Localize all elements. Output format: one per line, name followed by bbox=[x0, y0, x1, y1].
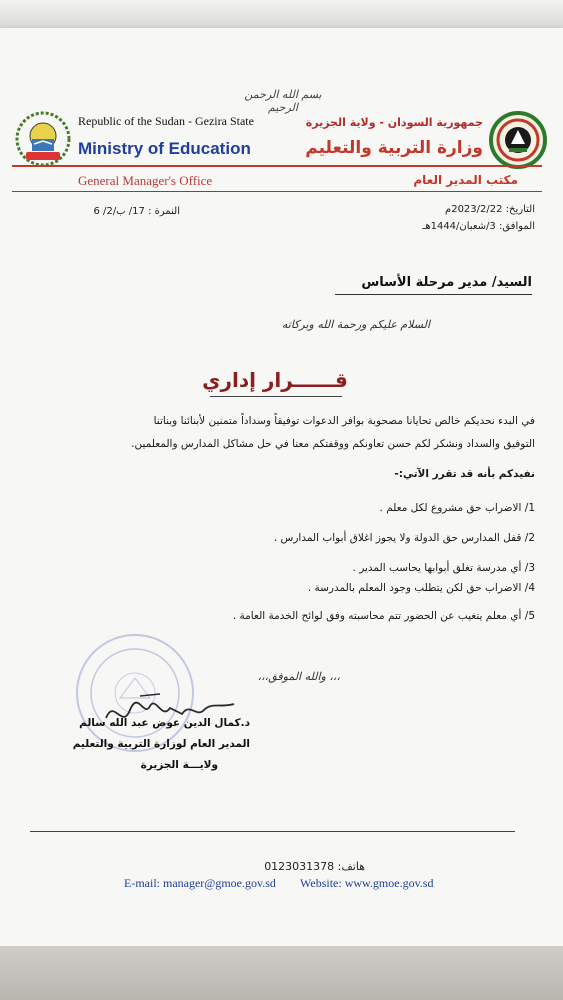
addressee-underline bbox=[335, 294, 532, 295]
closing-phrase: ،،، والله الموفق،،، bbox=[257, 670, 340, 683]
header-divider-bottom bbox=[12, 191, 542, 192]
notice-line: نفيدكم بأنه قد تقرر الآتي:- bbox=[394, 468, 535, 480]
decision-item-1: 1/ الاضراب حق مشروع لكل معلم . bbox=[379, 502, 535, 514]
signatory-state: ولايـــة الجزيرة bbox=[140, 759, 218, 771]
reference-number: النمرة : 17/ ب/2/ 6 bbox=[93, 206, 180, 217]
signatory-title: المدير العام لوزارة التربية والتعليم bbox=[72, 738, 250, 750]
footer-divider bbox=[30, 831, 515, 832]
header-divider-top bbox=[12, 165, 542, 167]
basmala-calligraphy: بسم الله الرحمن الرحيم bbox=[244, 88, 322, 114]
decision-title-underline bbox=[210, 396, 342, 397]
decision-item-4: 4/ الاضراب حق لكن يتطلب وجود المعلم بالمدرسة . bbox=[307, 582, 535, 594]
english-republic-line: Republic of the Sudan - Gezira State bbox=[78, 114, 254, 128]
arabic-office-line: مكتب المدير العام bbox=[413, 173, 518, 187]
arabic-republic-line: جمهورية السودان - ولاية الجزيرة bbox=[305, 116, 483, 129]
intro-line-1: في البدء نحديكم خالص تحايانا مصحوبة بوافر الدعوات توفيقاً وسداداً متمنين لأبنائنا وبناتنا bbox=[153, 415, 535, 427]
english-ministry-title: Ministry of Education bbox=[78, 139, 251, 158]
english-office-line: General Manager's Office bbox=[78, 173, 213, 188]
signatory-name: د.كمال الدين عوض عبد الله سالم bbox=[79, 717, 250, 729]
footer-phone: هاتف: 0123031378 bbox=[264, 860, 365, 873]
background-top bbox=[0, 0, 563, 30]
decision-item-3: 3/ أي مدرسة تغلق أبوابها يحاسب المدير . bbox=[352, 562, 535, 574]
addressee: السيد/ مدير مرحلة الأساس bbox=[361, 275, 532, 290]
decision-title: قــــــرار إداري bbox=[202, 368, 348, 392]
document-hijri-date: الموافق: 3/شعبان/1444هـ bbox=[422, 221, 535, 232]
footer-email: E-mail: manager@gmoe.gov.sd bbox=[124, 876, 276, 890]
greeting: السلام عليكم ورحمة الله وبركاته bbox=[281, 318, 430, 331]
document-date: التاريخ: 2023/2/22م bbox=[445, 204, 535, 215]
intro-line-2: التوفيق والسداد ونشكر لكم حسن تعاونكم ووقفتكم معنا في حل مشاكل المدارس والمعلمين. bbox=[131, 438, 535, 450]
decision-item-5: 5/ أي معلم يتغيب عن الحضور تتم محاسبته وفق لوائح الخدمة العامة . bbox=[232, 610, 535, 622]
background-bottom bbox=[0, 946, 563, 1000]
decision-item-2: 2/ قفل المدارس حق الدولة ولا يجوز اغلاق أبواب المدارس . bbox=[273, 532, 535, 544]
arabic-ministry-title: وزارة التربية والتعليم bbox=[305, 138, 483, 158]
footer-website: Website: www.gmoe.gov.sd bbox=[300, 876, 434, 890]
ministry-logo-right bbox=[487, 108, 549, 172]
document-page bbox=[0, 28, 563, 946]
ministry-logo-left bbox=[14, 108, 72, 170]
